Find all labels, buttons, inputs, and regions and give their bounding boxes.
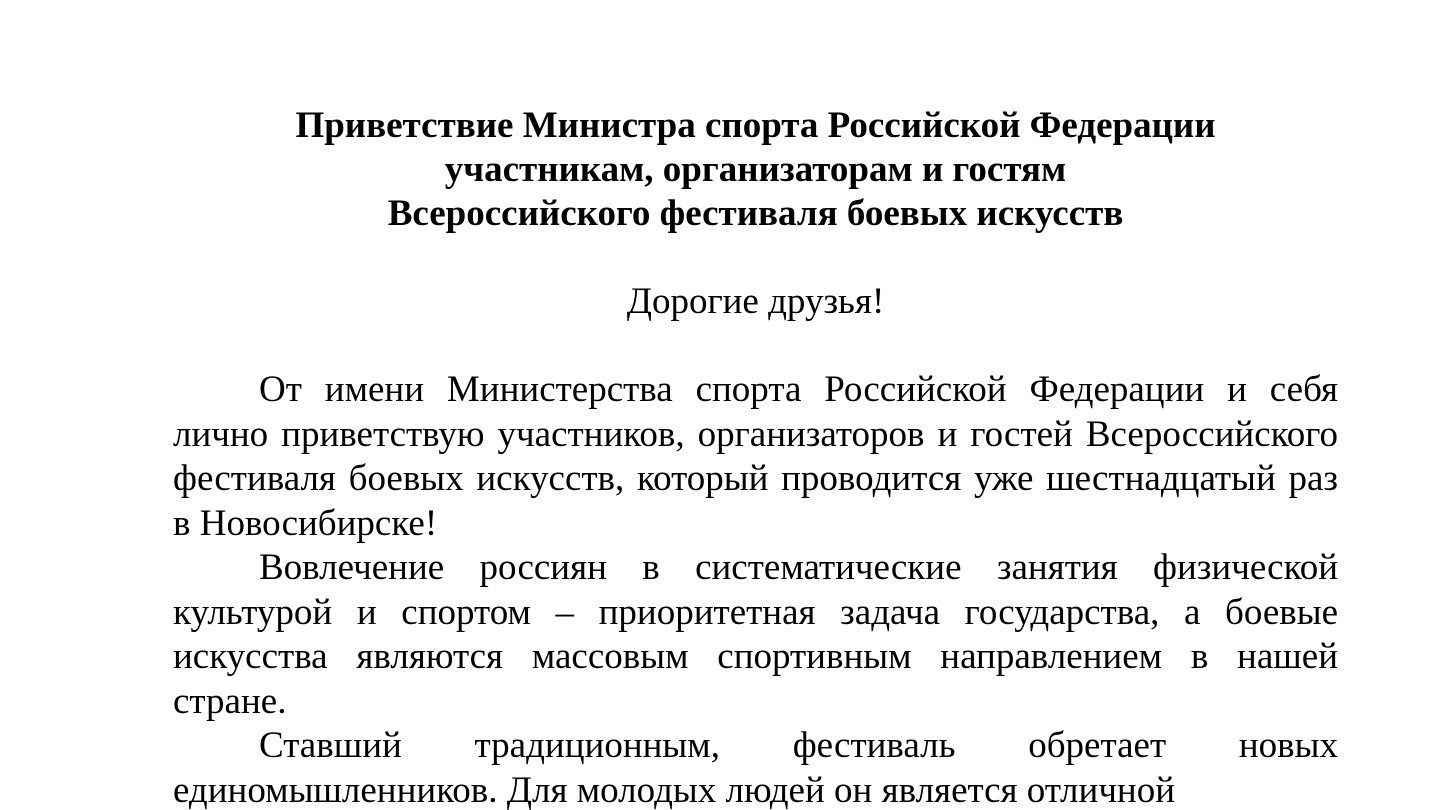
document-body <box>173 104 1338 810</box>
paragraph-1: От имени Министерства спорта Российской Федерации и себя лично приветствую участников, организаторов и гостей Всероссийского фестиваля боевых искусств, который проводится уже шестнадцатый раз в Новосибирске! <box>173 369 1338 544</box>
title-line-3: Всероссийского фестиваля боевых искусств <box>387 193 1124 234</box>
title-line-2: участникам, организаторам и гостям <box>444 149 1067 190</box>
paragraph-3: Ставший традиционным, фестиваль обретает новых единомышленников. Для молодых людей он является отличной <box>173 725 1338 810</box>
title-line-1: Приветствие Министра спорта Российской Федерации <box>295 105 1216 146</box>
paragraph-2: Вовлечение россиян в систематические занятия физической культурой и спортом – приоритетная задача государства, а боевые искусства являются массовым спортивным направлением в нашей стране. <box>173 547 1338 722</box>
document-title <box>173 104 1338 236</box>
salutation: Дорогие друзья! <box>626 281 885 322</box>
